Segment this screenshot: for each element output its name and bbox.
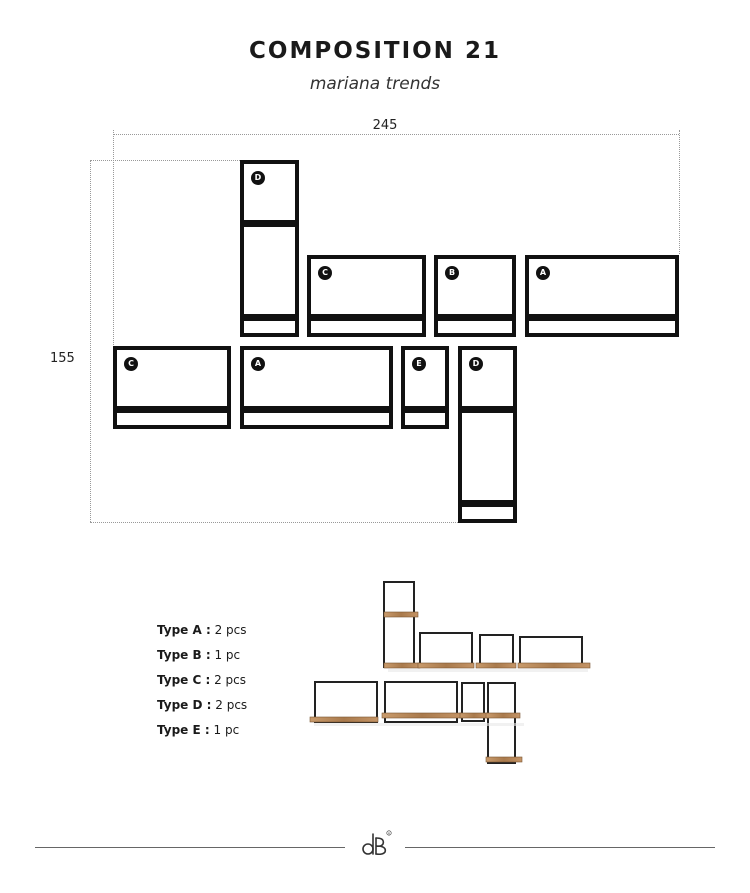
legend-type: Type E : bbox=[157, 723, 210, 737]
width-guide-line bbox=[113, 134, 679, 135]
legend-qty: 2 pcs bbox=[215, 698, 248, 712]
module-marker: A bbox=[251, 357, 265, 371]
module-a-top bbox=[525, 255, 679, 337]
shelf bbox=[405, 406, 445, 413]
db-logo-icon bbox=[356, 828, 396, 862]
width-dimension-label: 245 bbox=[372, 118, 398, 133]
module-d-top bbox=[240, 160, 299, 337]
module-marker: C bbox=[124, 357, 138, 371]
shelf bbox=[529, 314, 675, 321]
footer-divider-left bbox=[35, 847, 345, 848]
legend-type: Type A : bbox=[157, 623, 211, 637]
module-c-bottom bbox=[113, 346, 231, 429]
legend-qty: 2 pcs bbox=[214, 623, 247, 637]
module-marker: D bbox=[469, 357, 483, 371]
module-c-top bbox=[307, 255, 426, 337]
shelf bbox=[117, 406, 227, 413]
shelf bbox=[438, 314, 512, 321]
width-guide-left-tick bbox=[113, 130, 114, 345]
shelf bbox=[244, 314, 295, 321]
legend-row bbox=[157, 670, 247, 695]
footer-divider-right bbox=[405, 847, 715, 848]
page-subtitle: mariana trends bbox=[309, 74, 441, 94]
height-dimension-label: 155 bbox=[50, 351, 75, 366]
module-a-bottom bbox=[240, 346, 393, 429]
module-e bbox=[401, 346, 449, 429]
type-legend bbox=[157, 620, 247, 745]
shelf bbox=[462, 500, 513, 507]
module-marker: E bbox=[412, 357, 426, 371]
legend-qty: 1 pc bbox=[214, 648, 241, 662]
legend-row bbox=[157, 645, 247, 670]
page-title: COMPOSITION 21 bbox=[249, 38, 501, 64]
shelf bbox=[244, 220, 295, 227]
shelf bbox=[462, 406, 513, 413]
module-marker: A bbox=[536, 266, 550, 280]
module-marker: B bbox=[445, 266, 459, 280]
height-guide-top bbox=[90, 160, 240, 161]
shelf bbox=[244, 406, 389, 413]
legend-qty: 2 pcs bbox=[214, 673, 247, 687]
height-guide-bottom bbox=[90, 522, 458, 523]
legend-qty: 1 pc bbox=[213, 723, 240, 737]
shelf bbox=[311, 314, 422, 321]
legend-row bbox=[157, 695, 247, 720]
height-guide-line bbox=[90, 160, 91, 522]
module-marker: D bbox=[251, 171, 265, 185]
legend-type: Type D : bbox=[157, 698, 212, 712]
legend-type: Type B : bbox=[157, 648, 211, 662]
legend-row bbox=[157, 620, 247, 645]
legend-type: Type C : bbox=[157, 673, 211, 687]
width-guide-right-tick bbox=[679, 130, 680, 254]
product-photo-illustration bbox=[300, 575, 600, 775]
module-d-bottom bbox=[458, 346, 517, 523]
svg-text:R: R bbox=[387, 831, 391, 836]
module-b bbox=[434, 255, 516, 337]
legend-row bbox=[157, 720, 247, 745]
module-marker: C bbox=[318, 266, 332, 280]
